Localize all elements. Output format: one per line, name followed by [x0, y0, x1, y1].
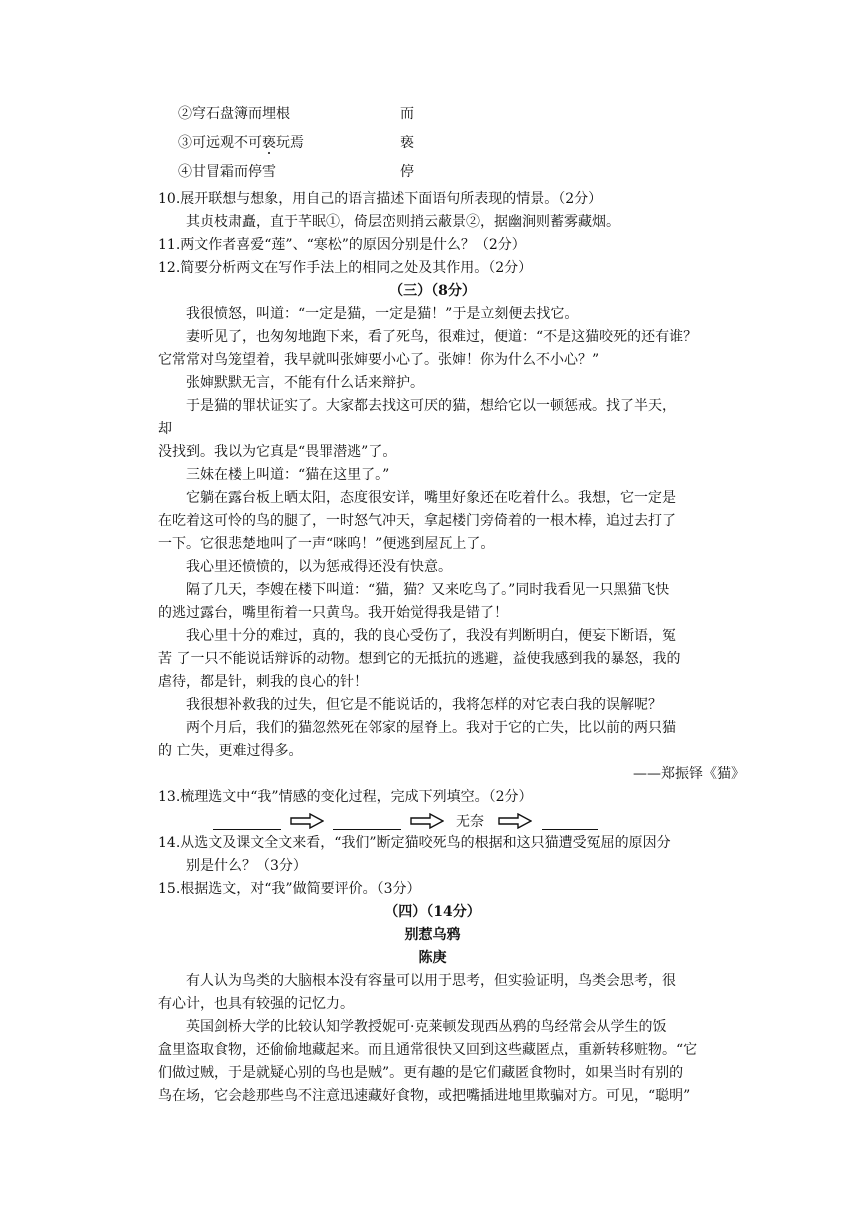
source-attribution: ——郑振铎《猫》	[633, 766, 745, 782]
article-title: 别惹乌鸦	[404, 927, 461, 943]
answer-blank[interactable]	[333, 829, 401, 830]
paragraph-line: 英国剑桥大学的比较认知学教授妮可·克莱顿发现西丛鸦的鸟经常会从学生的饭	[186, 1019, 667, 1035]
paragraph-line: 隔了几天，李嫂在楼下叫道：“猫，猫？又来吃鸟了。”同时我看见一只黑猫飞快	[186, 582, 670, 598]
q9-item-4-char: 停	[400, 164, 414, 180]
paragraph-line: 张婶默默无言，不能有什么话来辩护。	[186, 375, 424, 391]
paragraph-line: 我心里还愤愤的，以为惩戒得还没有快意。	[186, 559, 452, 575]
paragraph-line: 苦 了一只不能说话辩诉的动物。想到它的无抵抗的逃避，益使我感到我的暴怒，我的	[158, 651, 681, 667]
q9-item-4: ④甘冒霜而停雪	[178, 164, 276, 180]
section-4-heading: （四）（14分）	[384, 904, 481, 920]
q13-question: 13.梳理选文中“我”情感的变化过程，完成下列填空。（2分）	[158, 789, 533, 805]
paragraph-line: 它常常对鸟笼望着，我早就叫张婶要小心了。张婶！你为什么不小心？”	[158, 352, 600, 368]
answer-blank[interactable]	[213, 829, 281, 830]
q9-item-2	[178, 104, 290, 124]
q13-emotion-flow	[158, 810, 598, 834]
paragraph-line: 于是猫的罪状证实了。大家都去找这可厌的猫，想给它以一顿惩戒。找了半天，	[186, 398, 676, 414]
article-author: 陈庚	[418, 950, 447, 966]
paragraph-line: 在吃着这可怜的鸟的腿了，一时怒气冲天，拿起楼门旁倚着的一根木棒，追过去打了	[158, 513, 676, 529]
right-arrow-icon	[410, 813, 444, 829]
right-arrow-icon	[498, 813, 532, 829]
paragraph-line: 我很愤怒，叫道：“一定是猫，一定是猫！”于是立刻便去找它。	[186, 306, 579, 322]
paragraph-line: 两个月后，我们的猫忽然死在邻家的屋脊上。我对于它的亡失，比以前的两只猫	[186, 720, 676, 736]
paragraph-line: 盒里盗取食物，还偷偷地藏起来。而且通常很快又回到这些藏匿点，重新转移赃物。“它	[158, 1042, 698, 1058]
q12-question: 12.简要分析两文在写作手法上的相同之处及其作用。（2分）	[158, 260, 533, 276]
paragraph-line: 有人认为鸟类的大脑根本没有容量可以用于思考，但实验证明，鸟类会思考，很	[186, 973, 676, 989]
q9-item-3-after: 玩焉	[276, 135, 304, 151]
q15-question: 15.根据选文，对“我”做简要评价。（3分）	[158, 881, 421, 897]
q10-question: 10.展开联想与想象，用自己的语言描述下面语句所表现的情景。（2分）	[158, 191, 603, 207]
q14-question-cont: 别是什么？（3分）	[186, 858, 307, 874]
right-arrow-icon	[290, 813, 324, 829]
emotion-label: 无奈	[456, 814, 484, 830]
paragraph-line: 的逃过露台，嘴里衔着一只黄鸟。我开始觉得我是错了！	[158, 605, 508, 621]
paragraph-line: 一下。它很悲楚地叫了一声“咪呜！”便逃到屋瓦上了。	[158, 536, 495, 552]
section-3-heading: （三）（8分）	[389, 283, 476, 299]
paragraph-line: 我很想补救我的过失，但它是不能说话的，我将怎样的对它表白我的误解呢？	[186, 697, 662, 713]
paragraph-line: 妻听见了，也匆匆地跑下来，看了死鸟，很难过，便道：“不是这猫咬死的还有谁？	[186, 329, 698, 345]
paragraph-line: 虐待，都是针，刺我的良心的针！	[158, 674, 368, 690]
paragraph-line: 我心里十分的难过，真的，我的良心受伤了，我没有判断明白，便妄下断语，冤	[186, 628, 676, 644]
q9-item-3-before: ③可远观不可	[178, 135, 262, 151]
answer-blank[interactable]	[542, 829, 598, 830]
q9-item-2-text: ②穹石盘簿而埋根	[178, 106, 290, 122]
paragraph-line: 鸟在场，它会趁那些鸟不注意迅速藏好食物，或把嘴插进地里欺骗对方。可见，“聪明”	[158, 1088, 691, 1104]
paragraph-line: 有心计，也具有较强的记忆力。	[158, 996, 354, 1012]
q11-question: 11.两文作者喜爱“莲”、“寒松”的原因分别是什么？（2分）	[158, 237, 526, 253]
q9-item-3-dotted-char: 亵	[262, 135, 276, 151]
paragraph-line: 们做过贼，于是就疑心别的鸟也是贼”。更有趣的是它们藏匿食物时，如果当时有别的	[158, 1065, 684, 1081]
q9-item-3-char: 亵	[400, 135, 414, 151]
q9-item-2-char: 而	[400, 106, 414, 122]
paragraph-line: 却	[158, 421, 172, 437]
paragraph-line: 的 亡失，更难过得多。	[158, 743, 303, 759]
paragraph-line: 没找到。我以为它真是“畏罪潜逃”了。	[158, 444, 397, 460]
q10-quote: 其贞枝肃矗，直于芊眠①，倚层峦则捎云蔽景②，据幽涧则蓄雾藏烟。	[186, 214, 620, 230]
paragraph-line: 它躺在露台板上晒太阳，态度很安详，嘴里好象还在吃着什么。我想，它一定是	[186, 490, 676, 506]
q14-question: 14.从选文及课文全文来看，“我们”断定猫咬死鸟的根据和这只猫遭受冤屈的原因分	[158, 835, 671, 851]
q9-item-3	[178, 133, 304, 153]
paragraph-line: 三妹在楼上叫道：“猫在这里了。”	[186, 467, 390, 483]
